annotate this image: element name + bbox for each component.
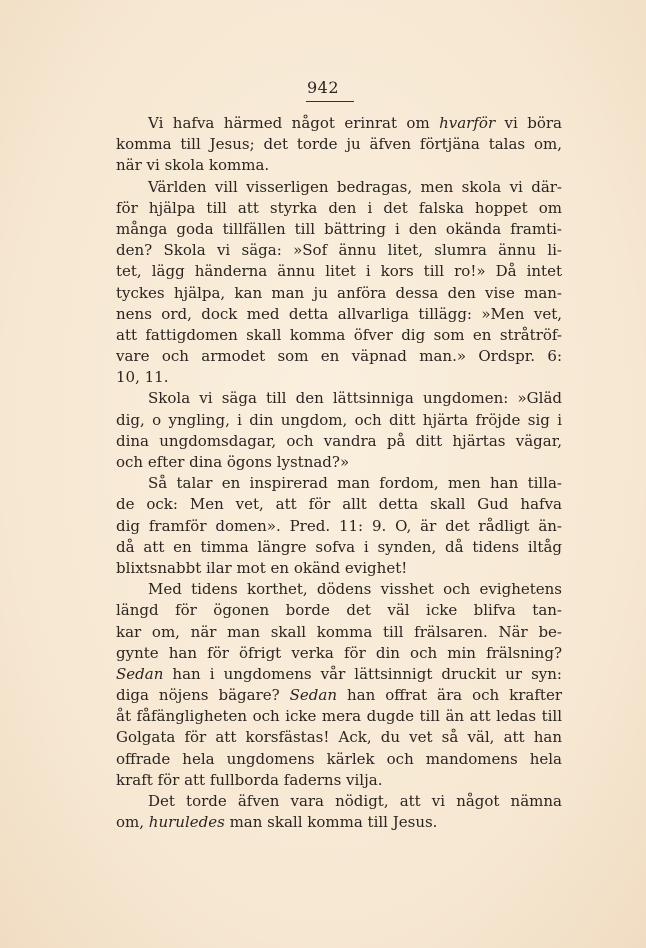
text-line (116, 516, 562, 537)
text-line (116, 283, 562, 304)
line-text: Skola vi säga till den lättsinniga ungdomen: »Gläd (148, 389, 562, 408)
text-line (116, 388, 562, 409)
line-text: offrade hela ungdomens kärlek och mandomens hela (116, 749, 562, 768)
line-text: dig framför domen». Pred. 11: 9. O, är det rådligt än- (116, 516, 562, 535)
text-line (116, 452, 562, 473)
line-text: tyckes hjälpa, kan man ju anföra dessa den vise man- (116, 283, 562, 302)
body-text (116, 113, 562, 833)
text-line (116, 304, 562, 325)
text-line (116, 155, 562, 176)
emphasis: Sedan (116, 664, 164, 683)
text-line (116, 219, 562, 240)
text-line (116, 325, 562, 346)
line-text: 10, 11. (116, 368, 169, 387)
text-line (116, 240, 562, 261)
text-line (116, 198, 562, 219)
line-text: de ock: Men vet, att för allt detta skall Gud hafva (116, 495, 562, 514)
line-text: komma till Jesus; det torde ju äfven förtjäna talas om, (116, 135, 562, 154)
line-text: man skall komma till Jesus. (224, 813, 438, 832)
text-line (116, 812, 562, 833)
line-text: och efter dina ögons lystnad?» (116, 453, 350, 471)
line-text: Det torde äfven vara nödigt, att vi något nämna (148, 792, 562, 810)
line-text: för hjälpa till att styrka den i det falska hoppet om (116, 198, 562, 217)
line-text: gynte han för öfrigt verka för din och min frälsning? (116, 643, 562, 662)
text-line (116, 537, 562, 558)
text-line (116, 791, 562, 812)
text-line (116, 770, 562, 791)
line-text: blixtsnabbt ilar mot en okänd evighet! (116, 558, 408, 577)
text-line (116, 558, 562, 579)
text-line (116, 346, 562, 367)
text-line (116, 410, 562, 431)
text-line (116, 749, 562, 770)
text-line (116, 367, 562, 388)
text-line (116, 579, 562, 600)
emphasis: huruledes (148, 813, 225, 832)
line-text: Vi hafva härmed något erinrat om (148, 114, 440, 132)
text-line (116, 706, 562, 727)
line-text: diga nöjens bägare? (116, 686, 290, 705)
line-text: kraft för att fullborda faderns vilja. (116, 770, 383, 789)
line-text: Så talar en inspirerad man fordom, men han tilla- (148, 474, 562, 493)
line-text: dig, o yngling, i din ungdom, och ditt hjärta fröjde sig i (116, 410, 562, 429)
text-line (116, 622, 562, 643)
text-line (116, 261, 562, 282)
line-text: kar om, när man skall komma till frälsaren. När be- (116, 622, 562, 641)
line-text: Med tidens korthet, dödens visshet och evighetens (148, 580, 562, 599)
line-text: nens ord, dock med detta allvarliga tillägg: »Men vet, (116, 304, 562, 323)
line-text: då att en timma längre sofva i synden, då tidens iltåg (116, 537, 562, 556)
line-text: vi böra (495, 114, 562, 132)
line-text: att fattigdomen skall komma öfver dig som en stråtröf- (116, 325, 562, 344)
line-text: om, (116, 813, 149, 832)
line-text: åt fåfängligheten och icke mera dugde till än att ledas till (116, 707, 562, 726)
line-text: längd för ögonen borde det väl icke blifva tan- (116, 601, 562, 620)
line-text: den? Skola vi säga: »Sof ännu litet, slumra ännu li- (116, 241, 562, 260)
text-line (116, 685, 562, 706)
line-text: när vi skola komma. (116, 156, 270, 175)
text-line (116, 494, 562, 515)
text-line (116, 134, 562, 155)
line-text: dina ungdomsdagar, och vandra på ditt hjärtas vägar, (116, 431, 562, 450)
emphasis: Sedan (289, 686, 338, 705)
line-text: han i ungdomens vår lättsinnigt druckit ur syn: (163, 664, 562, 683)
text-line (116, 113, 562, 134)
line-text: han offrat ära och krafter (337, 686, 562, 705)
line-text: Världen vill visserligen bedragas, men skola vi där- (148, 177, 562, 196)
text-line (116, 727, 562, 748)
text-line (116, 431, 562, 452)
line-text: vare och armodet som en väpnad man.» Ordspr. 6: (116, 347, 562, 366)
page-number: 942 (306, 78, 340, 97)
text-line (116, 643, 562, 664)
text-line (116, 664, 562, 685)
line-text: många goda tillfällen till bättring i den okända framti- (116, 219, 562, 238)
page-number-rule (306, 101, 354, 102)
line-text: Golgata för att korsfästas! Ack, du vet så väl, att han (116, 728, 562, 747)
text-line (116, 473, 562, 494)
emphasis: hvarför (439, 114, 496, 132)
line-text: tet, lägg händerna ännu litet i kors till ro!» Då intet (116, 262, 562, 281)
text-line (116, 177, 562, 198)
text-line (116, 600, 562, 621)
